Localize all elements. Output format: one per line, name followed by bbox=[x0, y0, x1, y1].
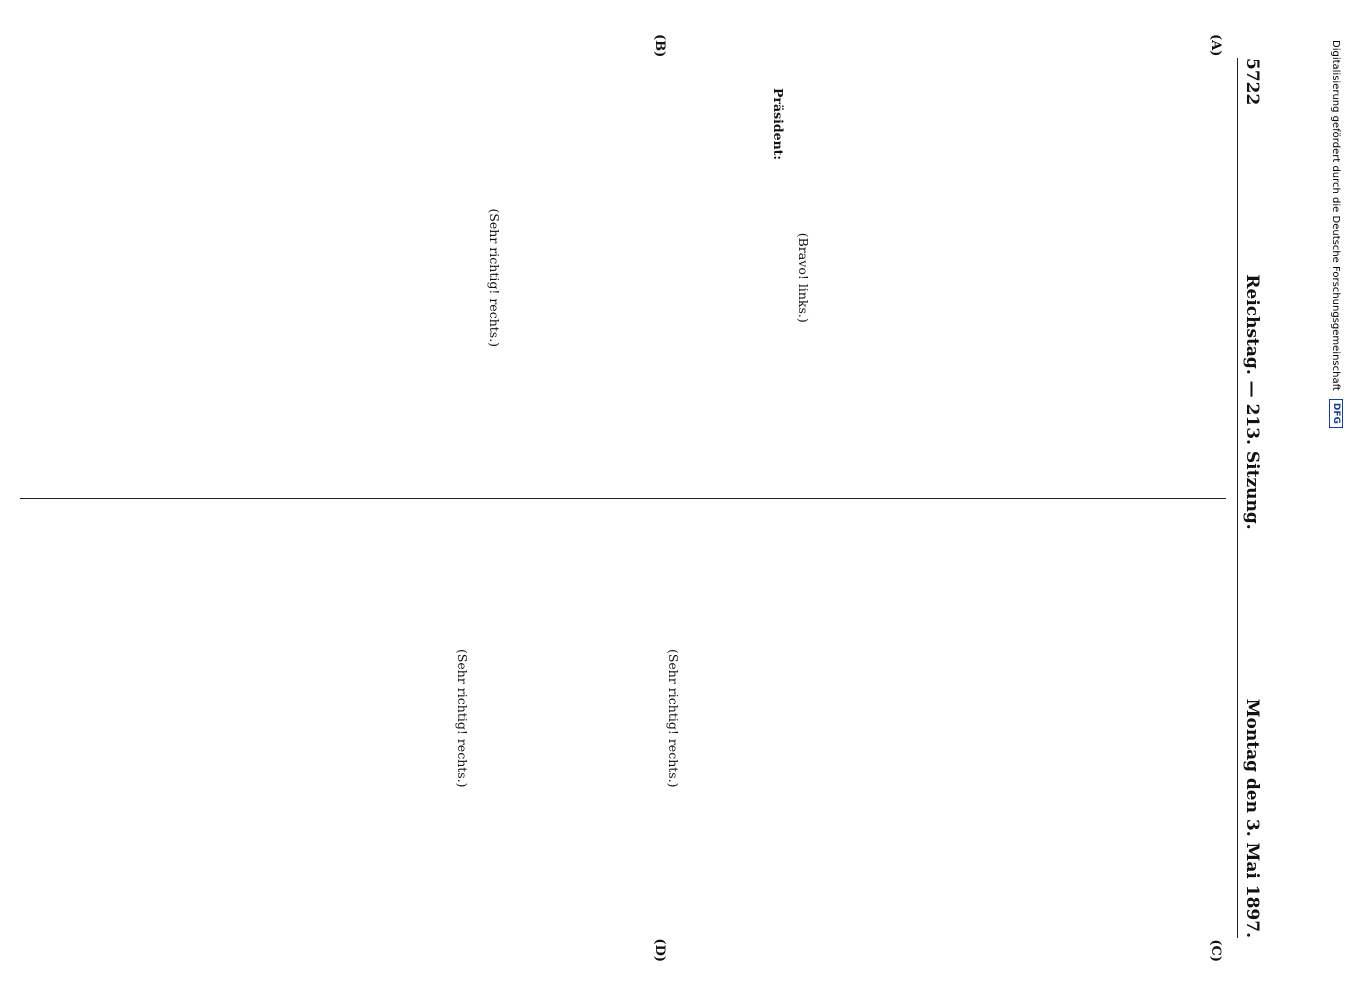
digitization-credit bbox=[1325, 40, 1347, 970]
dfg-logo: DFG bbox=[1329, 399, 1343, 428]
margin-mark-a: (A) bbox=[1208, 34, 1223, 57]
speaker-label: Präsident: bbox=[771, 88, 787, 161]
paragraph-placeholder bbox=[509, 70, 619, 486]
page-number: 5722 bbox=[1242, 58, 1262, 106]
paragraph-placeholder bbox=[818, 70, 908, 486]
paragraph-placeholder bbox=[688, 511, 818, 927]
interjection-sehr-richtig: (Sehr richtig! rechts.) bbox=[486, 208, 502, 348]
margin-mark-d: (D) bbox=[652, 938, 667, 962]
paragraph-placeholder bbox=[1028, 70, 1228, 486]
text-columns bbox=[20, 34, 1228, 962]
paragraph-placeholder bbox=[619, 70, 769, 486]
paragraph-placeholder bbox=[368, 70, 478, 486]
interjection-sehr-richtig: (Sehr richtig! rechts.) bbox=[455, 648, 471, 788]
paragraph-placeholder bbox=[567, 511, 657, 927]
page-header bbox=[1237, 58, 1266, 938]
credit-text: Digitalisierung gefördert durch die Deutsche Forschungsgemeinschaft bbox=[1330, 40, 1342, 391]
left-column bbox=[20, 34, 1228, 498]
session-title: Reichstag. — 213. Sitzung. bbox=[1242, 274, 1262, 530]
paragraph-placeholder bbox=[908, 70, 1028, 486]
interjection-sehr-richtig: (Sehr richtig! rechts.) bbox=[666, 648, 681, 788]
paragraph-placeholder bbox=[818, 511, 988, 927]
session-date: Montag den 3. Mai 1897. bbox=[1242, 698, 1262, 938]
paragraph-placeholder bbox=[988, 511, 1228, 927]
interjection-bravo-links: (Bravo! links.) bbox=[796, 232, 811, 323]
margin-mark-b: (B) bbox=[652, 34, 667, 58]
margin-mark-c: (C) bbox=[1208, 939, 1223, 962]
right-column bbox=[20, 499, 1228, 962]
rotated-page bbox=[0, 28, 1272, 968]
president-statement bbox=[769, 70, 788, 486]
paragraph-placeholder bbox=[477, 511, 567, 927]
